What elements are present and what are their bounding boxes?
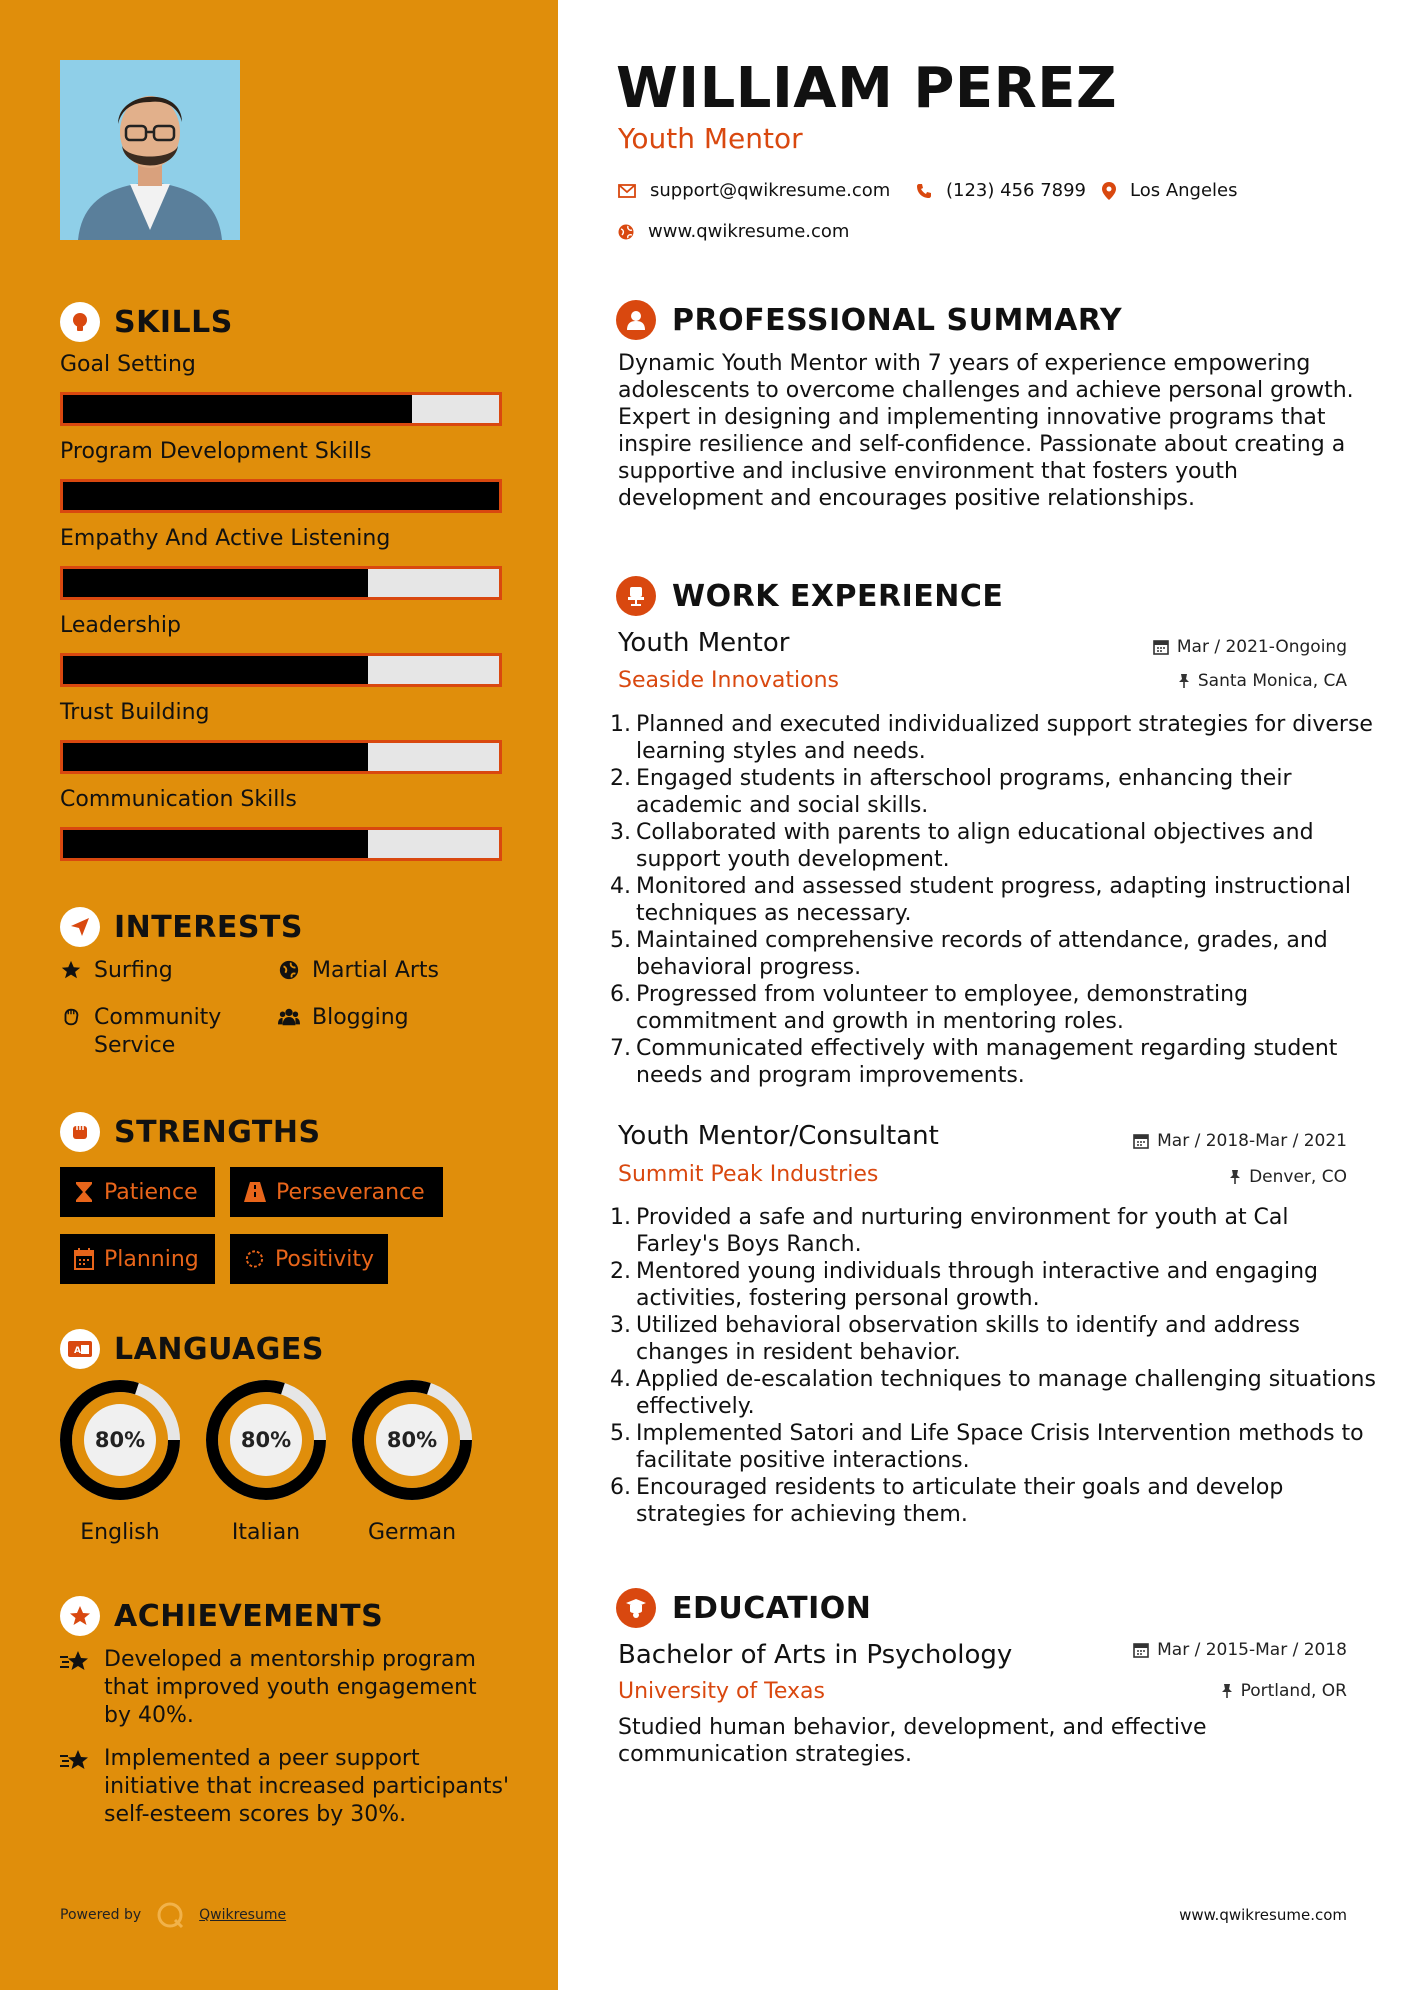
hand-icon (60, 1006, 82, 1028)
spinner-icon (244, 1248, 265, 1270)
lightbulb-icon (60, 302, 100, 342)
skill-bar (60, 566, 502, 600)
language-ring (204, 1378, 328, 1502)
skill-item (60, 785, 502, 861)
envelope-icon (618, 184, 636, 198)
skill-bar-fill (63, 743, 368, 771)
skill-label: Trust Building (60, 700, 210, 725)
pushpin-icon (1221, 1683, 1233, 1699)
duty-number: 6. (610, 982, 631, 1007)
achievements-title: ACHIEVEMENTS (114, 1598, 384, 1634)
interest-label: Blogging (312, 1005, 409, 1030)
achievement-item (60, 1646, 510, 1730)
powered-by-label: Powered by (60, 1907, 142, 1923)
education-dates (1133, 1640, 1347, 1660)
skill-item (60, 524, 502, 600)
duty-text: Utilized behavioral observation skills to identify and address changes in resident behavior. (636, 1313, 1300, 1365)
achievement-item (60, 1745, 510, 1829)
language-ring (58, 1378, 182, 1502)
globe-icon (618, 224, 634, 240)
profile-photo (60, 60, 240, 240)
duty-text: Mentored young individuals through interactive and engaging activities, fostering personal growth. (636, 1259, 1318, 1311)
pushpin-icon (1178, 673, 1190, 689)
duty-item (610, 1474, 1378, 1528)
website-text: www.qwikresume.com (648, 221, 850, 242)
candidate-name: WILLIAM PEREZ (616, 56, 1118, 121)
duty-text: Progressed from volunteer to employee, demonstrating commitment and growth in mentoring roles. (636, 982, 1249, 1034)
calendar-icon (1153, 639, 1169, 655)
road-icon (244, 1182, 266, 1202)
skill-item (60, 698, 502, 774)
summary-heading (616, 300, 1122, 340)
phone-text: (123) 456 7899 (946, 180, 1087, 201)
duty-text: Provided a safe and nurturing environment for youth at Cal Farley's Boys Ranch. (636, 1205, 1289, 1257)
skills-heading (60, 300, 233, 344)
duty-number: 2. (610, 766, 631, 791)
sidebar (0, 0, 558, 1990)
duty-number: 2. (610, 1259, 631, 1284)
strengths-heading (60, 1110, 321, 1154)
education-heading (616, 1588, 871, 1628)
contact-phone[interactable] (916, 180, 1086, 201)
users-icon (278, 1006, 300, 1028)
skill-item (60, 350, 502, 426)
shooting-star-icon (60, 1649, 90, 1673)
achievement-text: Implemented a peer support initiative that increased participants' self-esteem scores by 30%. (104, 1746, 509, 1827)
duty-number: 4. (610, 1367, 631, 1392)
education-dates-text: Mar / 2015-Mar / 2018 (1157, 1640, 1347, 1660)
paper-plane-icon (60, 907, 100, 947)
language-percent: 80% (94, 1428, 146, 1452)
skill-bar (60, 740, 502, 774)
duty-text: Communicated effectively with management regarding student needs and program improvements. (636, 1036, 1338, 1088)
job-location (1178, 671, 1347, 691)
location-text: Los Angeles (1130, 180, 1238, 201)
star-icon (60, 959, 82, 981)
contact-email[interactable] (618, 180, 890, 201)
interests-heading (60, 905, 303, 949)
skill-item (60, 437, 502, 513)
skill-bar (60, 827, 502, 861)
duty-text: Collaborated with parents to align educational objectives and support youth development. (636, 820, 1314, 872)
strength-chip (230, 1167, 443, 1217)
skill-bar (60, 653, 502, 687)
job-title: Youth Mentor (618, 628, 790, 658)
skill-bar-fill (63, 830, 368, 858)
job-company: Summit Peak Industries (618, 1162, 879, 1187)
duty-item (610, 765, 1378, 819)
duty-text: Applied de-escalation techniques to manage challenging situations effectively. (636, 1367, 1376, 1419)
strength-chip (60, 1167, 215, 1217)
summary-title: PROFESSIONAL SUMMARY (672, 302, 1123, 338)
qwikresume-logo-icon (155, 1900, 185, 1930)
job-duties (610, 711, 1378, 1089)
job-location-text: Denver, CO (1249, 1167, 1347, 1187)
duty-number: 1. (610, 1205, 631, 1230)
school-name: University of Texas (618, 1679, 825, 1704)
skill-label: Program Development Skills (60, 439, 372, 464)
strength-chip (60, 1234, 215, 1284)
experience-heading (616, 576, 1003, 616)
duty-item (610, 1035, 1378, 1089)
interests-title: INTERESTS (114, 909, 303, 945)
skill-bar-fill (63, 395, 412, 423)
calendar-icon (1133, 1642, 1149, 1658)
experience-title: WORK EXPERIENCE (672, 578, 1004, 614)
interest-item (278, 957, 439, 985)
education-location-text: Portland, OR (1240, 1681, 1347, 1701)
duty-number: 6. (610, 1475, 631, 1500)
language-name: English (80, 1520, 160, 1545)
office-chair-icon (616, 576, 656, 616)
map-pin-icon (1102, 182, 1116, 200)
main-content (558, 0, 1407, 1990)
qwikresume-link[interactable]: Qwikresume (199, 1907, 287, 1923)
duty-item (610, 819, 1378, 873)
strength-label: Patience (104, 1179, 198, 1205)
languages-heading (60, 1327, 324, 1371)
svg-text:A: A (74, 1346, 81, 1356)
education-location (1221, 1681, 1347, 1701)
interest-label: Community Service (94, 1005, 222, 1058)
duty-text: Encouraged residents to articulate their goals and develop strategies for achieving them. (636, 1475, 1284, 1527)
interest-label: Surfing (94, 958, 173, 983)
contact-location (1102, 180, 1238, 201)
language-ring (350, 1378, 474, 1502)
duty-item (610, 1204, 1378, 1258)
duty-text: Implemented Satori and Life Space Crisis Intervention methods to facilitate positive interactions. (636, 1421, 1364, 1473)
graduate-icon (616, 1588, 656, 1628)
award-icon (60, 1596, 100, 1636)
footer-url[interactable]: www.qwikresume.com (1179, 1906, 1347, 1924)
degree-title: Bachelor of Arts in Psychology (618, 1640, 1013, 1670)
job-dates (1133, 1131, 1347, 1151)
globe-icon (278, 959, 300, 981)
duty-item (610, 873, 1378, 927)
skill-bar (60, 479, 502, 513)
user-icon (616, 300, 656, 340)
language-percent: 80% (386, 1428, 438, 1452)
duty-text: Planned and executed individualized support strategies for diverse learning styles and needs. (636, 712, 1373, 764)
duty-number: 1. (610, 712, 631, 737)
education-description: Studied human behavior, development, and effective communication strategies. (618, 1715, 1207, 1767)
job-dates (1153, 637, 1347, 657)
skill-label: Communication Skills (60, 787, 297, 812)
skill-bar-fill (63, 482, 499, 510)
interest-item (60, 1004, 260, 1060)
job-dates-text: Mar / 2018-Mar / 2021 (1157, 1131, 1347, 1151)
contact-website[interactable] (618, 221, 849, 242)
pushpin-icon (1229, 1169, 1241, 1185)
strength-label: Planning (104, 1246, 199, 1272)
job-duties (610, 1204, 1378, 1528)
strengths-title: STRENGTHS (114, 1114, 321, 1150)
duty-item (610, 1420, 1378, 1474)
interest-label: Martial Arts (312, 958, 440, 983)
duty-item (610, 981, 1378, 1035)
duty-number: 5. (610, 928, 631, 953)
interest-item (278, 1004, 409, 1032)
strength-chip (230, 1234, 388, 1284)
language-item (58, 1378, 182, 1545)
duty-text: Engaged students in afterschool programs, enhancing their academic and social skills. (636, 766, 1292, 818)
skill-item (60, 611, 502, 687)
duty-text: Maintained comprehensive records of attendance, grades, and behavioral progress. (636, 928, 1328, 980)
job-title: Youth Mentor/Consultant (618, 1121, 939, 1151)
skill-label: Empathy And Active Listening (60, 526, 391, 551)
strength-label: Perseverance (276, 1179, 425, 1205)
candidate-role: Youth Mentor (618, 122, 803, 155)
duty-item (610, 1312, 1378, 1366)
summary-text: Dynamic Youth Mentor with 7 years of experience empowering adolescents to overcome challenges and achieve personal growth. Expert in designing and implementing innovative programs that inspire resilience and self-confidence. Passionate about creating a supportive and inclusive environment that fosters youth development and encourages positive relationships. (618, 351, 1354, 511)
duty-number: 4. (610, 874, 631, 899)
job-location-text: Santa Monica, CA (1197, 671, 1347, 691)
calendar-icon (1133, 1133, 1149, 1149)
job-company: Seaside Innovations (618, 668, 839, 693)
duty-item (610, 1366, 1378, 1420)
phone-icon (916, 183, 932, 199)
duty-item (610, 1258, 1378, 1312)
language-item (204, 1378, 328, 1545)
skill-bar-fill (63, 569, 368, 597)
duty-number: 7. (610, 1036, 631, 1061)
skill-label: Goal Setting (60, 352, 196, 377)
duty-number: 3. (610, 820, 631, 845)
achievement-text: Developed a mentorship program that improved youth engagement by 40%. (104, 1647, 477, 1728)
duty-number: 3. (610, 1313, 631, 1338)
strength-label: Positivity (274, 1246, 374, 1272)
fist-icon (60, 1112, 100, 1152)
language-name: German (367, 1520, 457, 1545)
language-name: Italian (231, 1520, 301, 1545)
hourglass-icon (74, 1181, 94, 1203)
calendar-icon (74, 1248, 94, 1270)
language-percent: 80% (240, 1428, 292, 1452)
skill-label: Leadership (60, 613, 181, 638)
language-icon (60, 1329, 100, 1369)
duty-item (610, 711, 1378, 765)
shooting-star-icon (60, 1748, 90, 1772)
skill-bar (60, 392, 502, 426)
languages-title: LANGUAGES (114, 1331, 324, 1367)
skill-bar-fill (63, 656, 368, 684)
duty-text: Monitored and assessed student progress, adapting instructional techniques as necessary. (636, 874, 1351, 926)
duty-number: 5. (610, 1421, 631, 1446)
job-location (1229, 1167, 1347, 1187)
job-dates-text: Mar / 2021-Ongoing (1176, 637, 1347, 657)
language-item (350, 1378, 474, 1545)
duty-item (610, 927, 1378, 981)
email-text: support@qwikresume.com (650, 180, 891, 201)
interest-item (60, 957, 173, 985)
achievements-heading (60, 1594, 383, 1638)
skills-title: SKILLS (114, 304, 233, 340)
education-title: EDUCATION (672, 1590, 872, 1626)
powered-by (60, 1900, 286, 1930)
